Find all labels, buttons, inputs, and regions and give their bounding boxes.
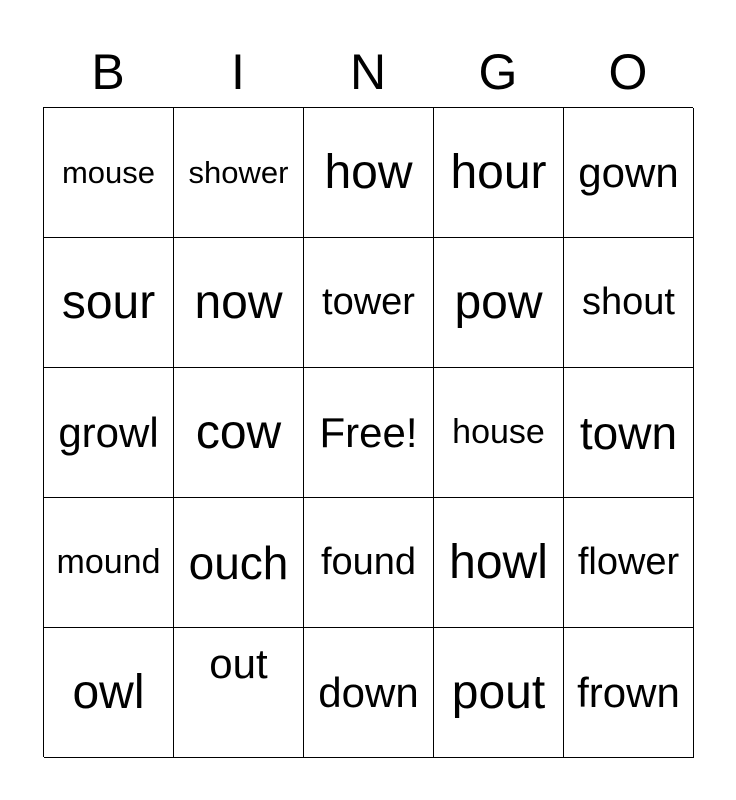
bingo-cell[interactable]: flower xyxy=(564,498,694,628)
bingo-cell[interactable]: mound xyxy=(44,498,174,628)
bingo-board xyxy=(43,107,693,757)
header-letter-b: B xyxy=(91,44,125,100)
header-letter-n: N xyxy=(349,44,387,100)
bingo-cell[interactable]: ouch xyxy=(174,498,304,628)
bingo-cell[interactable]: mouse xyxy=(44,108,174,238)
bingo-cell[interactable]: now xyxy=(174,238,304,368)
bingo-cell[interactable]: house xyxy=(434,368,564,498)
bingo-cell[interactable]: found xyxy=(304,498,434,628)
bingo-cell[interactable]: gown xyxy=(564,108,694,238)
header-letter-g: G xyxy=(478,44,518,100)
bingo-cell[interactable]: howl xyxy=(434,498,564,628)
bingo-cell[interactable]: town xyxy=(564,368,694,498)
header-letter-i: I xyxy=(231,44,245,100)
bingo-cell[interactable]: cow xyxy=(174,368,304,498)
bingo-cell[interactable]: shout xyxy=(564,238,694,368)
bingo-cell[interactable]: owl xyxy=(44,628,174,758)
bingo-cell[interactable]: pow xyxy=(434,238,564,368)
bingo-cell[interactable]: out xyxy=(174,628,304,758)
bingo-cell[interactable]: frown xyxy=(564,628,694,758)
bingo-header xyxy=(43,40,693,104)
free-space[interactable]: Free! xyxy=(304,368,434,498)
bingo-cell[interactable]: sour xyxy=(44,238,174,368)
header-letter-o: O xyxy=(608,44,648,100)
bingo-cell[interactable]: tower xyxy=(304,238,434,368)
bingo-cell[interactable]: shower xyxy=(174,108,304,238)
bingo-cell[interactable]: pout xyxy=(434,628,564,758)
bingo-cell[interactable]: hour xyxy=(434,108,564,238)
bingo-cell[interactable]: growl xyxy=(44,368,174,498)
bingo-cell[interactable]: how xyxy=(304,108,434,238)
bingo-cell[interactable]: down xyxy=(304,628,434,758)
